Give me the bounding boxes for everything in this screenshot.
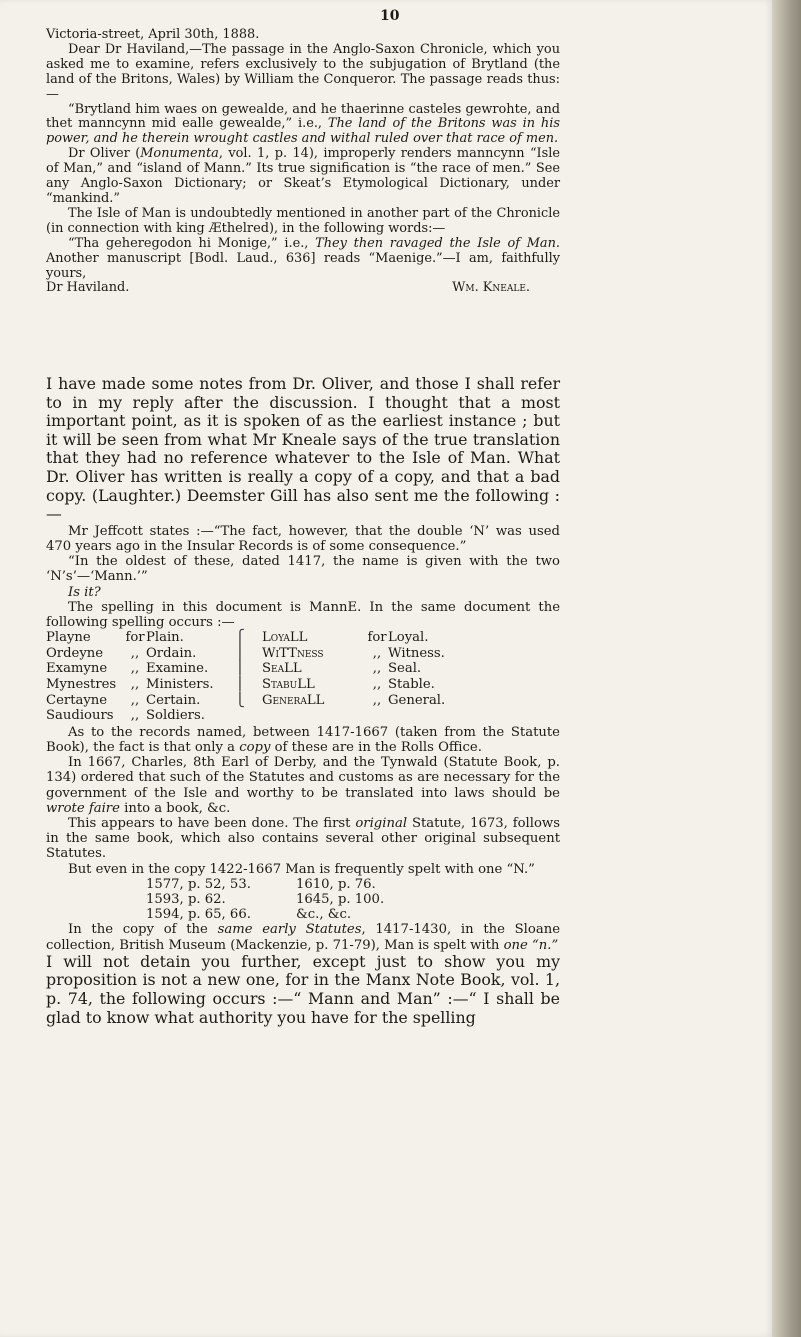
spell-right-mod-3: Stable. [388,676,435,692]
wrote-faire: wrote faire [46,800,120,816]
spell-mod-4: Certain. [146,692,201,708]
quote-translation: The land of the Britons was in his power, and he therein wrought castles and withal ruled over that race of men. [46,116,560,147]
sloane-text-a: In the copy of the [68,922,208,938]
spelling-table [46,630,560,724]
spell-for-5: ,, [130,708,140,724]
deemster-gill-notes [46,524,560,953]
is-it-question: Is it? [68,584,101,600]
derby-text-b: into a book, &c. [124,800,231,816]
spelling-intro: The spelling in this document is MannE. In the same document the following spelling occurs :— [46,599,560,630]
page-ref-0-0: 1577, p. 52, 53. [146,876,251,892]
spell-brace-3: ⎪ [235,676,245,692]
spell-right-for-3: ,, [372,676,382,692]
spell-empty-b-5 [366,708,388,724]
body-paragraph-1: I have made some notes from Dr. Oliver, and those I shall refer to in my reply after the discussion. I thought that a most important point, as it is spoken of as the earliest instance ; but it will be seen from what Mr Kneale says of the true translation that they had no reference whatever to the Isle of Man. What Dr. Oliver has written is really a copy of a copy, and that a bad copy. (Laughter.) Deemster Gill has also sent me the following :— [46,374,560,524]
derby-text-a: In 1667, Charles, 8th Earl of Derby, and the Tynwald (Statute Book, p. 134) ordered that such of the Statutes and customs as are necessary for the government of the Isle and worthy to be translated into laws should be [46,755,560,801]
one-n-paragraph: But even in the copy 1422-1667 Man is frequently spelt with one “N.” [68,861,535,877]
spell-old-2: Examyne [46,661,108,677]
oldest-record-quote: “In the oldest of these, dated 1417, the name is given with the two ‘N’s’—‘Mann.’” [46,554,560,585]
spell-right-mod-4: General. [388,692,446,708]
spell-for-3: ,, [130,676,140,692]
records-paragraph [46,725,560,755]
derby-paragraph [46,755,560,816]
page-number: 10 [380,8,400,24]
letter-to-editor [46,28,560,296]
spell-old-3: Mynestres [46,676,117,692]
monumenta-title: Monumenta [140,146,219,162]
spell-brace-2: ⎪ [235,661,245,677]
spell-for-0: for [125,630,145,646]
spell-for-2: ,, [130,661,140,677]
spell-right-old-3: StabuLL [262,676,315,692]
statute-text-a: This appears to have been done. The first [68,815,351,831]
spell-old-5: Saudiours [46,708,114,724]
spell-for-1: ,, [130,645,140,661]
letter-paragraph-oliver [46,147,560,207]
spell-empty-c-5 [388,708,468,724]
page-edge-shadow [772,0,801,1337]
spell-old-4: Certayne [46,692,108,708]
addressee: Dr Haviland. [46,280,130,296]
spell-mod-5: Soldiers. [146,708,205,724]
quote-text: “Brytland him waes on gewealde, and he thaerinne casteles gewrohte, and thet manncynn mid ealle gewealde,” i.e., [46,101,560,132]
spell-old-0: Playne [46,630,91,646]
ravaged-text-b: Another manuscript [Bodl. Laud., 636] reads “Maenige.”—I am, faithfully yours, [46,250,560,281]
spell-right-for-2: ,, [372,661,382,677]
jeffcott-quote: Mr Jeffcott states :—“The fact, however, that the double ‘N’ was used 470 years ago in the Insular Records is of some consequence.” [46,523,560,554]
page-ref-1-0: 1593, p. 62. [146,891,226,907]
sloane-text-b: , 1417-1430, in the Sloane collection, British Museum (Mackenzie, p. 71-79), Man is spelt with [46,922,560,953]
page-ref-2-0: 1594, p. 65, 66. [146,907,251,923]
spell-right-for-4: ,, [372,692,382,708]
page-ref-1-1: 1645, p. 100. [296,891,385,907]
spell-right-old-4: GeneraLL [262,692,325,708]
original-word: original [355,815,408,831]
spell-right-for-0: for [367,630,387,646]
speech-body [46,375,560,1027]
page-references [146,877,560,923]
signature: Wm. Kneale. [452,280,530,296]
first-statute-paragraph [46,816,560,862]
spell-mod-1: Ordain. [146,645,197,661]
anglo-saxon-quote [46,103,560,148]
letter-dateline: Victoria-street, April 30th, 1888. [46,27,260,42]
spell-mod-3: Ministers. [146,676,214,692]
letter-salutation-paragraph: Dear Dr Haviland,—The passage in the Anglo-Saxon Chronicle, which you asked me to examine, refers exclusively to the subjugation of Brytland (the land of the Britons, Wales) by William the Conqueror. The passage reads thus:— [46,41,560,102]
body-paragraph-last: I will not detain you further, except just to show you my proposition is not a new one, for in the Manx Note Book, vol. 1, p. 74, the following occurs :—“ Mann and Man” :—“ I shall be glad to know what authority you have for the spelling [46,951,560,1027]
sloane-paragraph [46,922,560,952]
spell-right-for-1: ,, [372,645,382,661]
oliver-text-a: Dr Oliver ( [68,146,141,162]
spell-brace-1: ⎪ [235,645,245,661]
spell-empty-a-5 [262,708,366,724]
statute-text-b: Statute, 1673, follows in the same book, which also contains several other original subsequent Statutes. [46,815,560,862]
signature-line [46,281,560,296]
spell-brace-4: ⎩ [235,692,245,708]
spell-right-mod-0: Loyal. [388,630,429,646]
spell-brace-5 [218,708,262,724]
spell-old-1: Ordeyne [46,645,104,661]
page-ref-0-1: 1610, p. 76. [296,876,376,892]
oliver-text-b: , vol. 1, p. 14), improperly renders manncynn “Isle of Man,” and “island of Mann.” Its true signification is “the race of men.” See any Anglo-Saxon Dictionary; or Skeat’s Etymological Dictionary, under “mankind.” [46,146,560,206]
same-early-statutes: same early Statutes [217,922,362,938]
ravaged-translation: They then ravaged the Isle of Man. [315,235,560,251]
copy-word: copy [239,739,271,755]
records-text-b: of these are in the Rolls Office. [274,739,482,755]
spell-mod-0: Plain. [146,630,184,646]
records-text-a: As to the records named, between 1417-1667 (taken from the Statute Book), the fact is that only a [46,724,560,755]
spell-right-mod-1: Witness. [388,645,445,661]
spell-right-old-0: LoyaLL [262,630,308,646]
spell-brace-0: ⎧ [235,630,245,646]
one-n: one “n.” [503,937,559,953]
letter-paragraph-ravaged [46,237,560,282]
spell-right-old-2: SeaLL [262,661,302,677]
spell-mod-2: Examine. [146,661,209,677]
spell-right-old-1: WiTTness [262,645,324,661]
spell-right-mod-2: Seal. [388,661,422,677]
spell-for-4: ,, [130,692,140,708]
letter-paragraph-isle: The Isle of Man is undoubtedly mentioned in another part of the Chronicle (in connection with king Æthelred), in the following words:— [46,205,560,236]
page-ref-2-1: &c., &c. [296,907,352,923]
ravaged-text-a: “Tha geheregodon hi Monige,” i.e., [68,235,309,251]
